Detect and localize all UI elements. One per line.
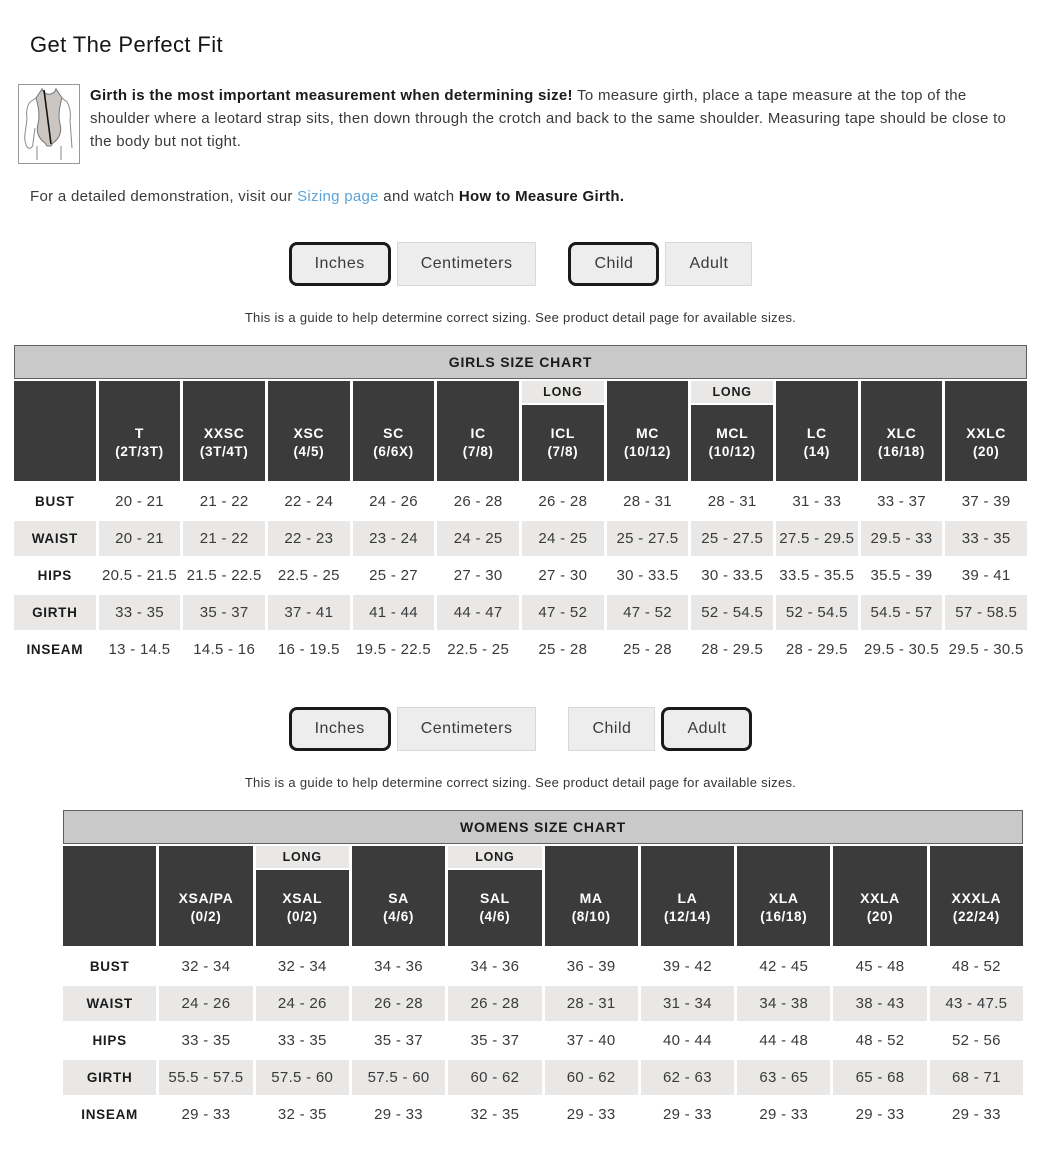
size-cell: 34 - 36 bbox=[448, 949, 541, 984]
size-cell: 65 - 68 bbox=[833, 1060, 926, 1095]
size-code: XXLA bbox=[860, 889, 900, 906]
size-cell: 21 - 22 bbox=[183, 521, 265, 556]
size-cell: 26 - 28 bbox=[448, 986, 541, 1021]
row-label: INSEAM bbox=[14, 632, 96, 667]
size-cell: 47 - 52 bbox=[607, 595, 689, 630]
size-cell: 24 - 26 bbox=[353, 484, 435, 519]
size-code: XSC bbox=[293, 424, 325, 441]
girth-intro bbox=[30, 84, 1011, 164]
size-cell: 25 - 28 bbox=[607, 632, 689, 667]
size-column-label bbox=[607, 381, 689, 481]
size-cell: 37 - 40 bbox=[545, 1023, 638, 1058]
sizing-note: This is a guide to help determine correct sizing. See product detail page for available sizes. bbox=[244, 775, 797, 790]
chart-body bbox=[63, 949, 1023, 1132]
size-cell: 21 - 22 bbox=[183, 484, 265, 519]
size-cell: 29 - 33 bbox=[930, 1097, 1023, 1132]
size-code: SA bbox=[388, 889, 409, 906]
size-column-label bbox=[861, 381, 943, 481]
page-header bbox=[0, 0, 1041, 208]
size-column-label bbox=[691, 405, 773, 481]
child-button[interactable]: Child bbox=[568, 707, 655, 751]
demo-bold: How to Measure Girth. bbox=[458, 188, 625, 205]
size-code: SC bbox=[383, 424, 404, 441]
girth-intro-bold: Girth is the most important measurement when determining size! bbox=[90, 87, 573, 104]
row-label: HIPS bbox=[63, 1023, 156, 1058]
table-row bbox=[63, 1023, 1023, 1058]
size-range: (0/2) bbox=[190, 909, 222, 925]
size-cell: 29 - 33 bbox=[159, 1097, 252, 1132]
size-range: (20) bbox=[972, 444, 1000, 460]
row-label: WAIST bbox=[14, 521, 96, 556]
demo-line bbox=[30, 186, 1011, 208]
size-cell: 24 - 25 bbox=[437, 521, 519, 556]
size-code: ICL bbox=[550, 424, 575, 441]
size-cell: 35 - 37 bbox=[352, 1023, 445, 1058]
size-range: (20) bbox=[866, 909, 894, 925]
size-cell: 28 - 29.5 bbox=[776, 632, 858, 667]
table-row bbox=[63, 986, 1023, 1021]
sizing-note: This is a guide to help determine correct sizing. See product detail page for available sizes. bbox=[244, 310, 797, 325]
size-cell: 32 - 34 bbox=[256, 949, 349, 984]
size-cell: 62 - 63 bbox=[641, 1060, 734, 1095]
adult-button[interactable]: Adult bbox=[665, 242, 752, 286]
table-row bbox=[63, 1060, 1023, 1095]
size-column-header bbox=[641, 846, 734, 946]
size-range: (0/2) bbox=[286, 909, 318, 925]
size-cell: 26 - 28 bbox=[522, 484, 604, 519]
size-cell: 28 - 31 bbox=[691, 484, 773, 519]
size-column-header bbox=[159, 846, 252, 946]
row-label: GIRTH bbox=[14, 595, 96, 630]
size-cell: 33 - 35 bbox=[256, 1023, 349, 1058]
size-column-label bbox=[641, 846, 734, 946]
row-label: INSEAM bbox=[63, 1097, 156, 1132]
girth-intro-paragraph bbox=[90, 84, 1011, 153]
size-cell: 29.5 - 33 bbox=[861, 521, 943, 556]
size-column-label bbox=[99, 381, 181, 481]
sizing-page-link[interactable]: Sizing page bbox=[297, 188, 379, 205]
size-column-label bbox=[437, 381, 519, 481]
size-cell: 22 - 24 bbox=[268, 484, 350, 519]
size-cell: 20 - 21 bbox=[99, 484, 181, 519]
toggle-row bbox=[0, 242, 1041, 286]
table-row bbox=[63, 949, 1023, 984]
row-label: GIRTH bbox=[63, 1060, 156, 1095]
page-title: Get The Perfect Fit bbox=[30, 32, 224, 57]
size-column-header bbox=[691, 381, 773, 481]
size-column-header bbox=[256, 846, 349, 946]
header-corner-dark bbox=[14, 381, 96, 481]
size-code: LC bbox=[806, 424, 827, 441]
size-cell: 57.5 - 60 bbox=[256, 1060, 349, 1095]
size-cell: 29.5 - 30.5 bbox=[861, 632, 943, 667]
toggle-row bbox=[0, 707, 1041, 751]
size-cell: 22.5 - 25 bbox=[268, 558, 350, 593]
size-cell: 52 - 54.5 bbox=[776, 595, 858, 630]
size-cell: 33 - 35 bbox=[945, 521, 1027, 556]
size-range: (7/8) bbox=[462, 444, 494, 460]
size-cell: 31 - 33 bbox=[776, 484, 858, 519]
size-code: MCL bbox=[716, 424, 749, 441]
size-cell: 33.5 - 35.5 bbox=[776, 558, 858, 593]
size-code: MA bbox=[579, 889, 603, 906]
long-badge: LONG bbox=[522, 381, 604, 403]
size-column-label bbox=[268, 381, 350, 481]
size-cell: 21.5 - 22.5 bbox=[183, 558, 265, 593]
size-cell: 37 - 39 bbox=[945, 484, 1027, 519]
table-row bbox=[14, 484, 1027, 519]
chart-header-row bbox=[63, 846, 1023, 946]
size-column-label bbox=[448, 870, 541, 946]
size-chart bbox=[63, 810, 1023, 1132]
size-cell: 44 - 47 bbox=[437, 595, 519, 630]
size-code: XXXLA bbox=[951, 889, 1002, 906]
inches-button[interactable]: Inches bbox=[289, 242, 391, 286]
size-column-label bbox=[183, 381, 265, 481]
size-chart bbox=[14, 345, 1027, 667]
size-column-label bbox=[545, 846, 638, 946]
size-range: (7/8) bbox=[547, 444, 579, 460]
leotard-illustration bbox=[18, 84, 80, 164]
size-column-label bbox=[353, 381, 435, 481]
size-cell: 52 - 54.5 bbox=[691, 595, 773, 630]
size-column-header bbox=[448, 846, 541, 946]
size-range: (3T/4T) bbox=[199, 444, 249, 460]
size-cell: 57 - 58.5 bbox=[945, 595, 1027, 630]
size-cell: 35.5 - 39 bbox=[861, 558, 943, 593]
size-cell: 29.5 - 30.5 bbox=[945, 632, 1027, 667]
size-cell: 30 - 33.5 bbox=[691, 558, 773, 593]
size-cell: 47 - 52 bbox=[522, 595, 604, 630]
leotard-girth-diagram-icon bbox=[20, 86, 78, 162]
size-cell: 44 - 48 bbox=[737, 1023, 830, 1058]
size-column-label bbox=[159, 846, 252, 946]
size-column-header bbox=[776, 381, 858, 481]
inches-button[interactable]: Inches bbox=[289, 707, 391, 751]
size-cell: 33 - 35 bbox=[99, 595, 181, 630]
size-code: XLC bbox=[886, 424, 917, 441]
size-cell: 45 - 48 bbox=[833, 949, 926, 984]
size-cell: 32 - 34 bbox=[159, 949, 252, 984]
size-cell: 42 - 45 bbox=[737, 949, 830, 984]
size-cell: 29 - 33 bbox=[833, 1097, 926, 1132]
size-code: T bbox=[134, 424, 145, 441]
size-column-header bbox=[268, 381, 350, 481]
centimeters-button[interactable]: Centimeters bbox=[397, 242, 537, 286]
girth-intro-text: To measure girth, place a tape measure at the top of the shoulder where a leotard strap sits, then down through the crotch and back to the same shoulder. Measuring tape should be close to the body but not tight. bbox=[90, 87, 1007, 150]
size-range: (14) bbox=[803, 444, 831, 460]
size-column-header bbox=[353, 381, 435, 481]
demo-prefix: For a detailed demonstration, visit our bbox=[30, 188, 298, 205]
size-cell: 32 - 35 bbox=[256, 1097, 349, 1132]
size-cell: 39 - 41 bbox=[945, 558, 1027, 593]
table-row bbox=[14, 521, 1027, 556]
size-cell: 54.5 - 57 bbox=[861, 595, 943, 630]
row-label: HIPS bbox=[14, 558, 96, 593]
size-cell: 33 - 35 bbox=[159, 1023, 252, 1058]
size-column-header bbox=[861, 381, 943, 481]
long-badge: LONG bbox=[691, 381, 773, 403]
size-code: XLA bbox=[768, 889, 799, 906]
size-column-header bbox=[437, 381, 519, 481]
size-cell: 57.5 - 60 bbox=[352, 1060, 445, 1095]
size-cell: 28 - 29.5 bbox=[691, 632, 773, 667]
size-cell: 25 - 28 bbox=[522, 632, 604, 667]
size-cell: 14.5 - 16 bbox=[183, 632, 265, 667]
size-code: IC bbox=[470, 424, 486, 441]
table-row bbox=[14, 595, 1027, 630]
size-cell: 37 - 41 bbox=[268, 595, 350, 630]
size-range: (16/18) bbox=[878, 444, 925, 460]
size-cell: 63 - 65 bbox=[737, 1060, 830, 1095]
size-cell: 22.5 - 25 bbox=[437, 632, 519, 667]
size-column-label bbox=[352, 846, 445, 946]
size-range: (4/6) bbox=[479, 909, 511, 925]
size-column-header bbox=[545, 846, 638, 946]
size-cell: 41 - 44 bbox=[353, 595, 435, 630]
size-cell: 35 - 37 bbox=[448, 1023, 541, 1058]
table-row bbox=[14, 632, 1027, 667]
chart-title: WOMENS SIZE CHART bbox=[63, 810, 1023, 844]
size-range: (6/6X) bbox=[373, 444, 414, 460]
header-corner-cell bbox=[63, 846, 156, 946]
chart-title: GIRLS SIZE CHART bbox=[14, 345, 1027, 379]
header-corner-dark bbox=[63, 846, 156, 946]
size-column-label bbox=[522, 405, 604, 481]
size-cell: 55.5 - 57.5 bbox=[159, 1060, 252, 1095]
table-row bbox=[63, 1097, 1023, 1132]
size-range: (16/18) bbox=[760, 909, 808, 925]
size-code: XSA/PA bbox=[178, 889, 234, 906]
size-cell: 34 - 38 bbox=[737, 986, 830, 1021]
size-cell: 38 - 43 bbox=[833, 986, 926, 1021]
size-cell: 29 - 33 bbox=[641, 1097, 734, 1132]
size-cell: 29 - 33 bbox=[352, 1097, 445, 1132]
size-cell: 13 - 14.5 bbox=[99, 632, 181, 667]
size-column-header bbox=[99, 381, 181, 481]
size-cell: 68 - 71 bbox=[930, 1060, 1023, 1095]
size-cell: 26 - 28 bbox=[437, 484, 519, 519]
size-cell: 27 - 30 bbox=[437, 558, 519, 593]
size-cell: 27.5 - 29.5 bbox=[776, 521, 858, 556]
chart-header-row bbox=[14, 381, 1027, 481]
size-range: (4/5) bbox=[293, 444, 325, 460]
size-cell: 34 - 36 bbox=[352, 949, 445, 984]
size-cell: 32 - 35 bbox=[448, 1097, 541, 1132]
size-column-header bbox=[930, 846, 1023, 946]
size-cell: 27 - 30 bbox=[522, 558, 604, 593]
size-column-label bbox=[737, 846, 830, 946]
header-corner-cell bbox=[14, 381, 96, 481]
size-code: XSAL bbox=[282, 889, 323, 906]
size-range: (22/24) bbox=[952, 909, 1000, 925]
size-cell: 39 - 42 bbox=[641, 949, 734, 984]
size-range: (8/10) bbox=[571, 909, 611, 925]
size-cell: 28 - 31 bbox=[607, 484, 689, 519]
size-column-header bbox=[522, 381, 604, 481]
size-cell: 29 - 33 bbox=[545, 1097, 638, 1132]
table-row bbox=[14, 558, 1027, 593]
size-column-label bbox=[930, 846, 1023, 946]
size-cell: 23 - 24 bbox=[353, 521, 435, 556]
size-cell: 28 - 31 bbox=[545, 986, 638, 1021]
size-range: (2T/3T) bbox=[115, 444, 164, 460]
size-cell: 20.5 - 21.5 bbox=[99, 558, 181, 593]
size-range: (4/6) bbox=[383, 909, 414, 925]
size-cell: 25 - 27.5 bbox=[691, 521, 773, 556]
size-cell: 22 - 23 bbox=[268, 521, 350, 556]
size-cell: 40 - 44 bbox=[641, 1023, 734, 1058]
size-cell: 43 - 47.5 bbox=[930, 986, 1023, 1021]
size-cell: 20 - 21 bbox=[99, 521, 181, 556]
size-code: SAL bbox=[479, 889, 510, 906]
size-cell: 24 - 26 bbox=[159, 986, 252, 1021]
size-cell: 24 - 25 bbox=[522, 521, 604, 556]
size-column-label bbox=[833, 846, 926, 946]
size-code: LA bbox=[677, 889, 698, 906]
size-cell: 60 - 62 bbox=[448, 1060, 541, 1095]
size-cell: 60 - 62 bbox=[545, 1060, 638, 1095]
size-cell: 48 - 52 bbox=[833, 1023, 926, 1058]
size-cell: 35 - 37 bbox=[183, 595, 265, 630]
chart-section-girls bbox=[0, 242, 1041, 667]
size-column-header bbox=[352, 846, 445, 946]
size-column-header bbox=[833, 846, 926, 946]
size-cell: 25 - 27.5 bbox=[607, 521, 689, 556]
size-column-header bbox=[945, 381, 1027, 481]
size-range: (12/14) bbox=[663, 909, 711, 925]
row-label: WAIST bbox=[63, 986, 156, 1021]
adult-button[interactable]: Adult bbox=[661, 707, 752, 751]
size-code: MC bbox=[636, 424, 659, 441]
size-cell: 24 - 26 bbox=[256, 986, 349, 1021]
long-badge: LONG bbox=[256, 846, 349, 868]
size-code: XXLC bbox=[966, 424, 1007, 441]
size-cell: 31 - 34 bbox=[641, 986, 734, 1021]
size-range: (10/12) bbox=[708, 444, 756, 460]
child-button[interactable]: Child bbox=[568, 242, 659, 286]
chart-body bbox=[14, 484, 1027, 667]
size-cell: 36 - 39 bbox=[545, 949, 638, 984]
size-column-label bbox=[945, 381, 1027, 481]
chart-section-womens bbox=[0, 707, 1041, 1132]
size-cell: 48 - 52 bbox=[930, 949, 1023, 984]
size-cell: 30 - 33.5 bbox=[607, 558, 689, 593]
size-column-header bbox=[737, 846, 830, 946]
size-column-header bbox=[607, 381, 689, 481]
centimeters-button[interactable]: Centimeters bbox=[397, 707, 537, 751]
size-cell: 26 - 28 bbox=[352, 986, 445, 1021]
size-cell: 19.5 - 22.5 bbox=[353, 632, 435, 667]
size-column-label bbox=[776, 381, 858, 481]
size-code: XXSC bbox=[203, 424, 245, 441]
row-label: BUST bbox=[14, 484, 96, 519]
row-label: BUST bbox=[63, 949, 156, 984]
size-cell: 52 - 56 bbox=[930, 1023, 1023, 1058]
size-cell: 33 - 37 bbox=[861, 484, 943, 519]
size-column-header bbox=[183, 381, 265, 481]
long-badge: LONG bbox=[448, 846, 541, 868]
size-column-label bbox=[256, 870, 349, 946]
size-range: (10/12) bbox=[624, 444, 671, 460]
size-cell: 29 - 33 bbox=[737, 1097, 830, 1132]
size-cell: 16 - 19.5 bbox=[268, 632, 350, 667]
demo-middle: and watch bbox=[378, 188, 459, 205]
size-cell: 25 - 27 bbox=[353, 558, 435, 593]
